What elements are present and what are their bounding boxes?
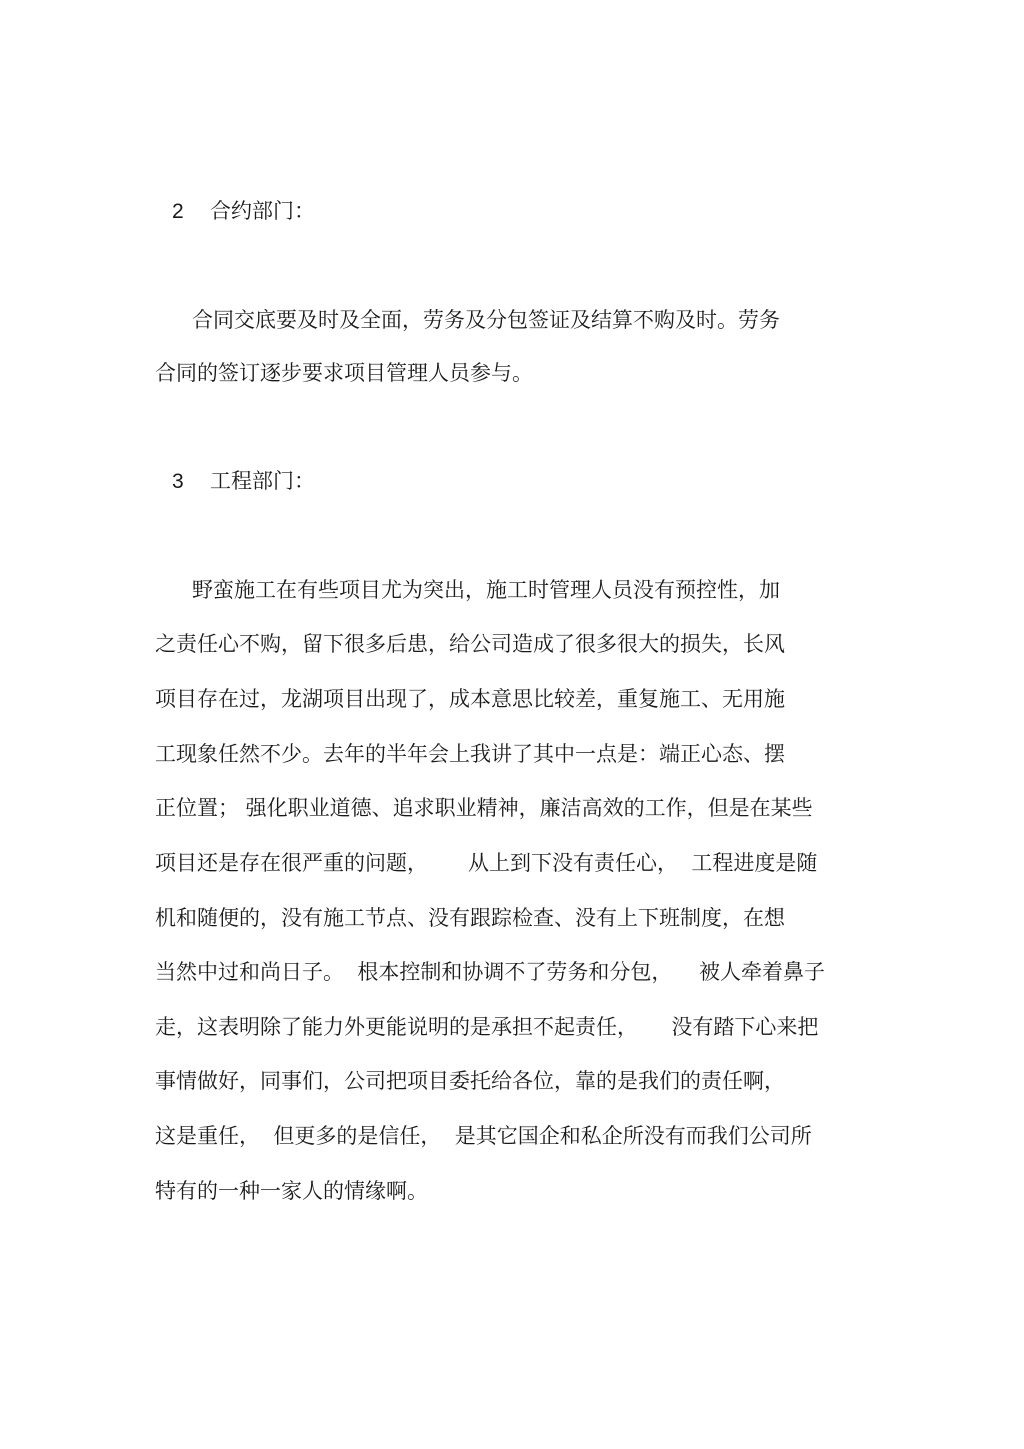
- paragraph-line: 合同的签订逐步要求项目管理人员参与。: [155, 361, 533, 385]
- paragraph-line: 特有的一种一家人的情缘啊。: [155, 1179, 428, 1203]
- section-heading-engineering: [172, 466, 315, 497]
- section-number: 2: [172, 200, 184, 223]
- paragraph-line: 之责任心不购，留下很多后患，给公司造成了很多很大的损失，长风: [155, 632, 785, 656]
- paragraph-line: 这是重任， 但更多的是信任， 是其它国企和私企所没有而我们公司所: [155, 1124, 812, 1148]
- paragraph-line: 野蛮施工在有些项目尤为突出，施工时管理人员没有预控性，加: [192, 578, 780, 602]
- paragraph-line: 机和随便的，没有施工节点、没有跟踪检查、没有上下班制度，在想: [155, 906, 785, 930]
- paragraph-line: 合同交底要及时及全面，劳务及分包签证及结算不购及时。劳务: [192, 308, 780, 332]
- paragraph-line: 当然中过和尚日子。 根本控制和协调不了劳务和分包， 被人牵着鼻子: [155, 960, 826, 984]
- paragraph-line: 走，这表明除了能力外更能说明的是承担不起责任， 没有踏下心来把: [155, 1015, 819, 1039]
- paragraph-line: 事情做好，同事们，公司把项目委托给各位，靠的是我们的责任啊，: [155, 1069, 785, 1093]
- section-heading-contract: [172, 196, 315, 227]
- paragraph-line: 项目存在过，龙湖项目出现了，成本意思比较差，重复施工、无用施: [155, 687, 785, 711]
- section-number: 3: [172, 470, 184, 493]
- section-title: 工程部门：: [210, 469, 315, 493]
- paragraph-line: 工现象任然不少。去年的半年会上我讲了其中一点是：端正心态、摆: [155, 742, 785, 766]
- section-title: 合约部门：: [210, 199, 315, 223]
- paragraph-line: 正位置； 强化职业道德、追求职业精神，廉洁高效的工作，但是在某些: [155, 796, 813, 820]
- paragraph-line: 项目还是存在很严重的问题， 从上到下没有责任心， 工程进度是随: [155, 851, 818, 875]
